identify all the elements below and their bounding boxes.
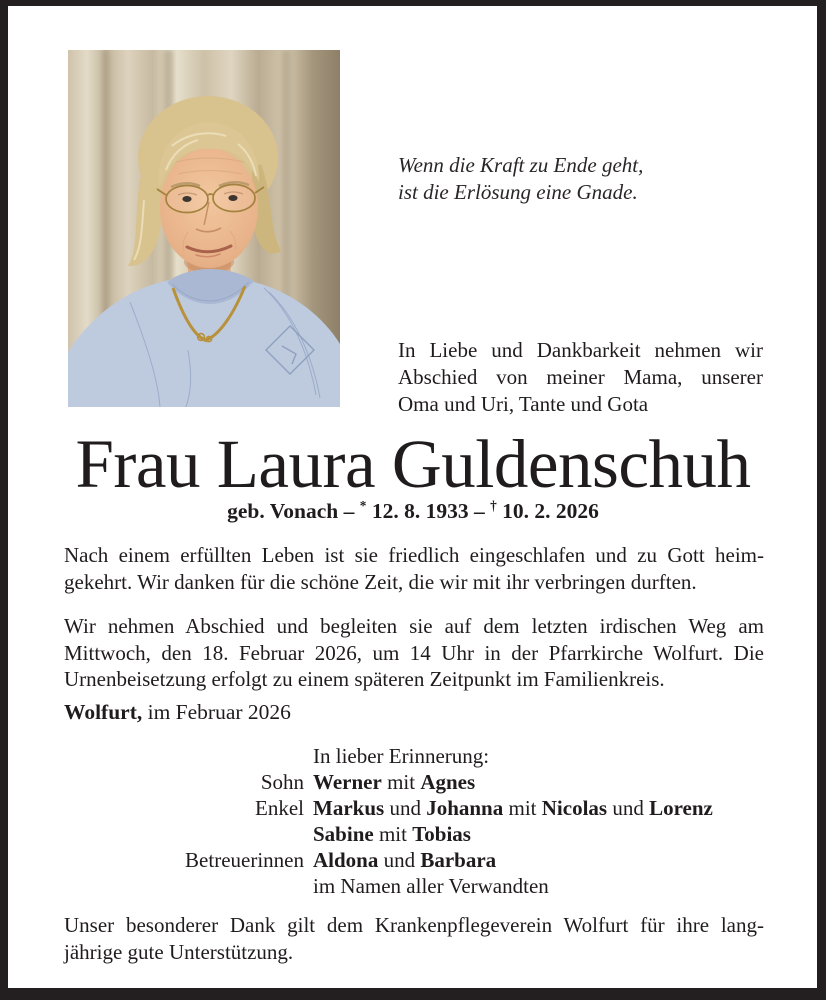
text-line: In Liebe und Dankbarkeit nehmen wir [398,338,763,362]
text-line: Oma und Uri, Tante und Gota [398,392,649,416]
paragraph-peaceful-passing [64,542,764,596]
family-role-label [64,743,304,769]
text-line: Wenn die Kraft zu Ende geht, [398,153,644,177]
text-line: ist die Erlösung eine Gnade. [398,180,638,204]
family-role-label: Betreuerinnen [185,848,304,872]
remembrance-list [64,743,770,899]
deceased-name: Frau Laura Guldenschuh [75,426,751,502]
place-dateline: Wolfurt, im Februar 2026 [64,700,291,724]
text-line: Abschied von meiner Mama, unserer [398,365,763,389]
family-names-line: Aldona und Barbara [313,848,497,872]
family-names-line: Sabine mit Tobias [313,822,471,846]
text-line: gekehrt. Wir danken für die schöne Zeit, die wir mit ihr verbringen durften. [64,570,697,594]
family-names-line: im Namen aller Verwandten [313,874,549,898]
text-line: Urnenbeisetzung erfolgt zu einem späteren Zeitpunkt im Familienkreis. [64,667,665,691]
text-line: Wir nehmen Abschied und begleiten sie auf dem letzten irdischen Weg am [64,614,764,638]
portrait-photo [68,50,340,407]
text-line: jährige gute Unterstützung. [64,940,294,964]
farewell-intro [398,337,763,418]
family-role-label [64,873,304,899]
paragraph-thanks [64,912,764,966]
text-line: Nach einem erfüllten Leben ist sie friedlich eingeschlafen und zu Gott heim- [64,543,764,567]
epitaph-quote [398,152,643,206]
family-names-line: Werner mit Agnes [313,770,476,794]
family-role-label [64,821,304,847]
family-names-line: Markus und Johanna mit Nicolas und Lorenz [313,796,713,820]
family-role-label: Sohn [260,770,304,794]
portrait-illustration [68,50,340,407]
paragraph-funeral-details [64,613,764,693]
text-line: Unser besonderer Dank gilt dem Krankenpflegeverein Wolfurt für ihre lang- [64,913,764,937]
family-names-line: In lieber Erinnerung: [313,744,490,768]
family-role-label: Enkel [255,796,304,820]
text-line: Mittwoch, den 18. Februar 2026, um 14 Uhr in der Pfarrkirche Wolfurt. Die [64,640,764,665]
birth-death-dates: geb. Vonach – * 12. 8. 1933 – † 10. 2. 2026 [227,497,599,523]
